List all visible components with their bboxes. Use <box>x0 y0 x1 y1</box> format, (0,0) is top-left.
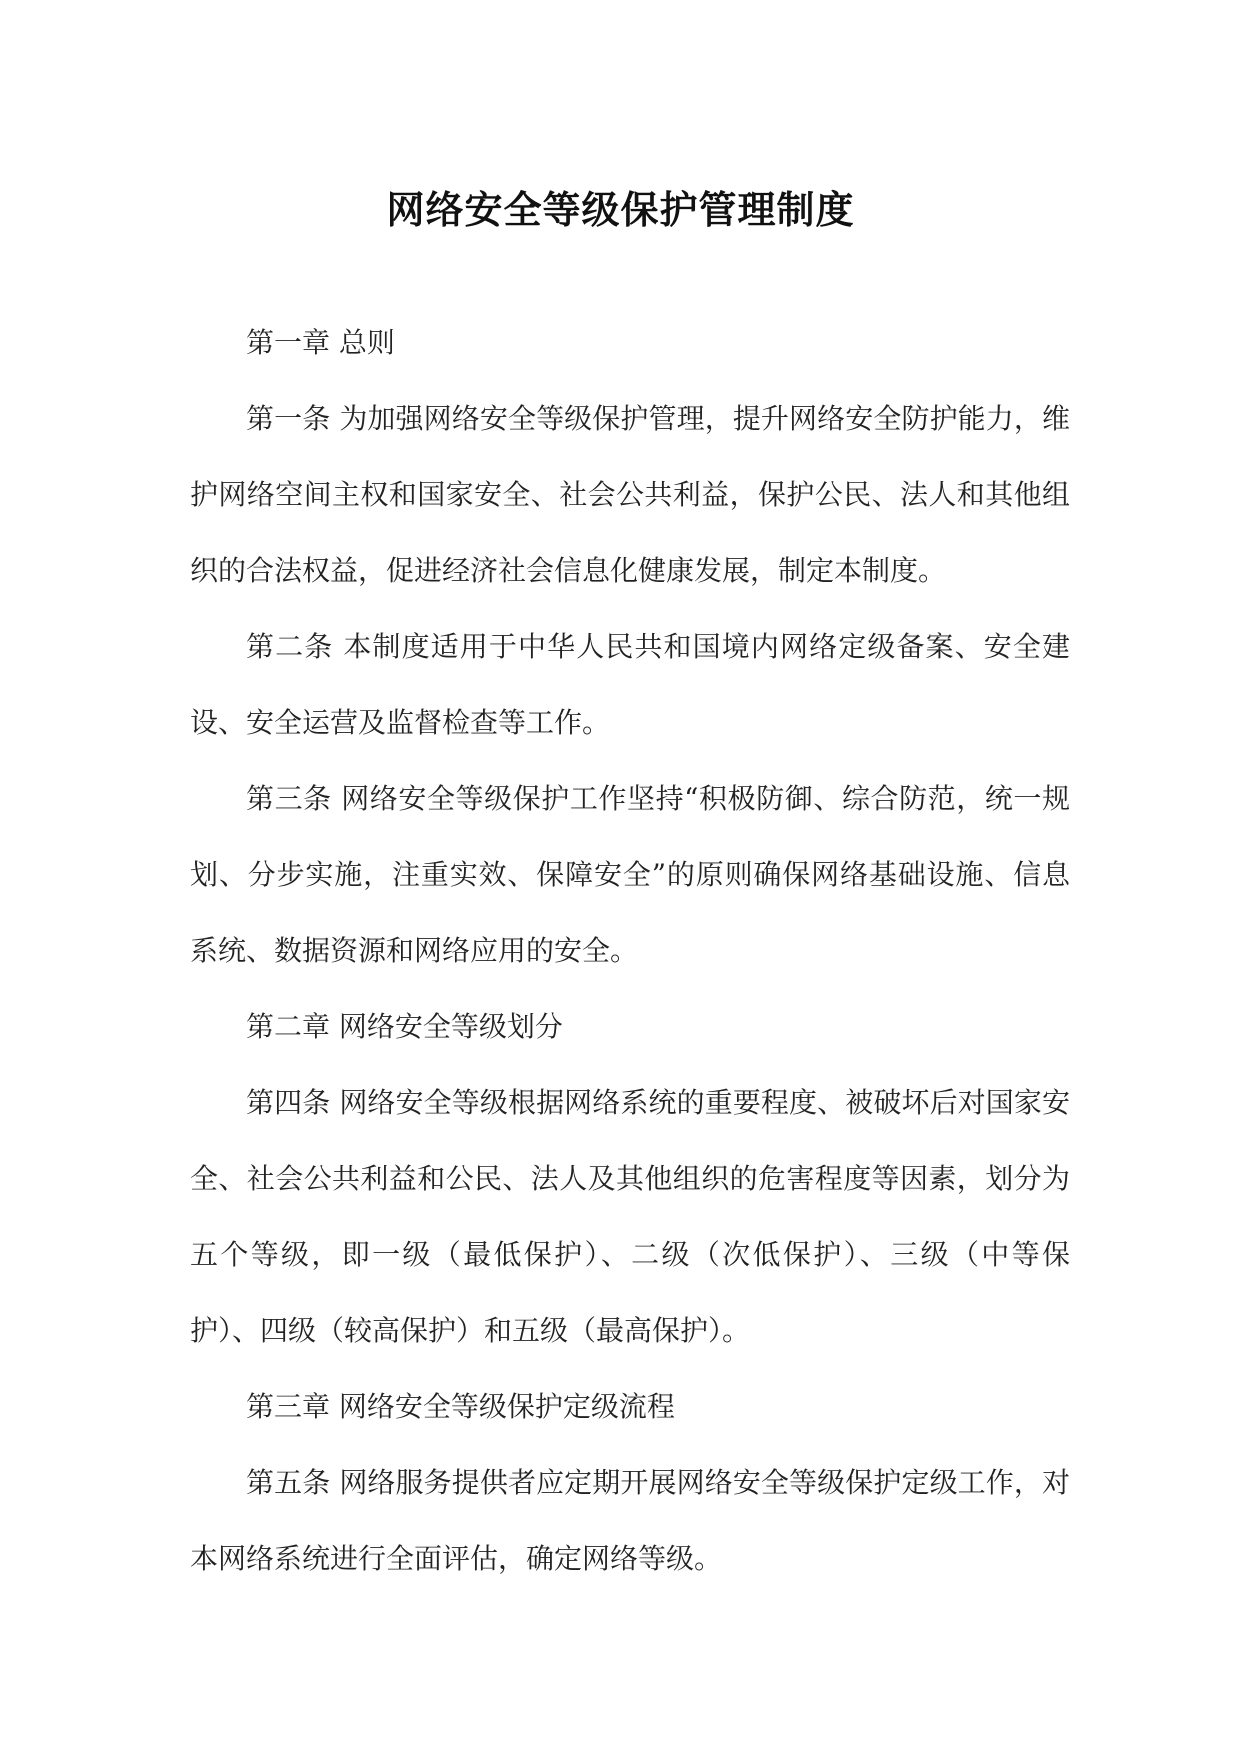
chapter-2-heading: 第二章 网络安全等级划分 <box>246 1010 563 1043</box>
article-5: 第五条 网络服务提供者应定期开展网络安全等级保护定级工作，对本网络系统进行全面评估，确定网络等级。 <box>190 1466 1070 1575</box>
article-4: 第四条 网络安全等级根据网络系统的重要程度、被破坏后对国家安全、社会公共利益和公民、法人及其他组织的危害程度等因素，划分为五个等级，即一级（最低保护）、二级（次低保护）、三级（中等保护）、四级（较高保护）和五级（最高保护）。 <box>190 1086 1070 1347</box>
article-3: 第三条 网络安全等级保护工作坚持“积极防御、综合防范，统一规划、分步实施，注重实效、保障安全”的原则确保网络基础设施、信息系统、数据资源和网络应用的安全。 <box>190 782 1070 967</box>
chapter-1-heading: 第一章 总则 <box>246 326 395 359</box>
chapter-3-heading: 第三章 网络安全等级保护定级流程 <box>246 1390 675 1423</box>
document-title: 网络安全等级保护管理制度 <box>386 187 855 232</box>
article-2: 第二条 本制度适用于中华人民共和国境内网络定级备案、安全建设、安全运营及监督检查等工作。 <box>190 630 1070 739</box>
document-body <box>190 305 1070 1597</box>
article-1: 第一条 为加强网络安全等级保护管理，提升网络安全防护能力，维护网络空间主权和国家安全、社会公共利益，保护公民、法人和其他组织的合法权益，促进经济社会信息化健康发展，制定本制度。 <box>190 402 1070 587</box>
